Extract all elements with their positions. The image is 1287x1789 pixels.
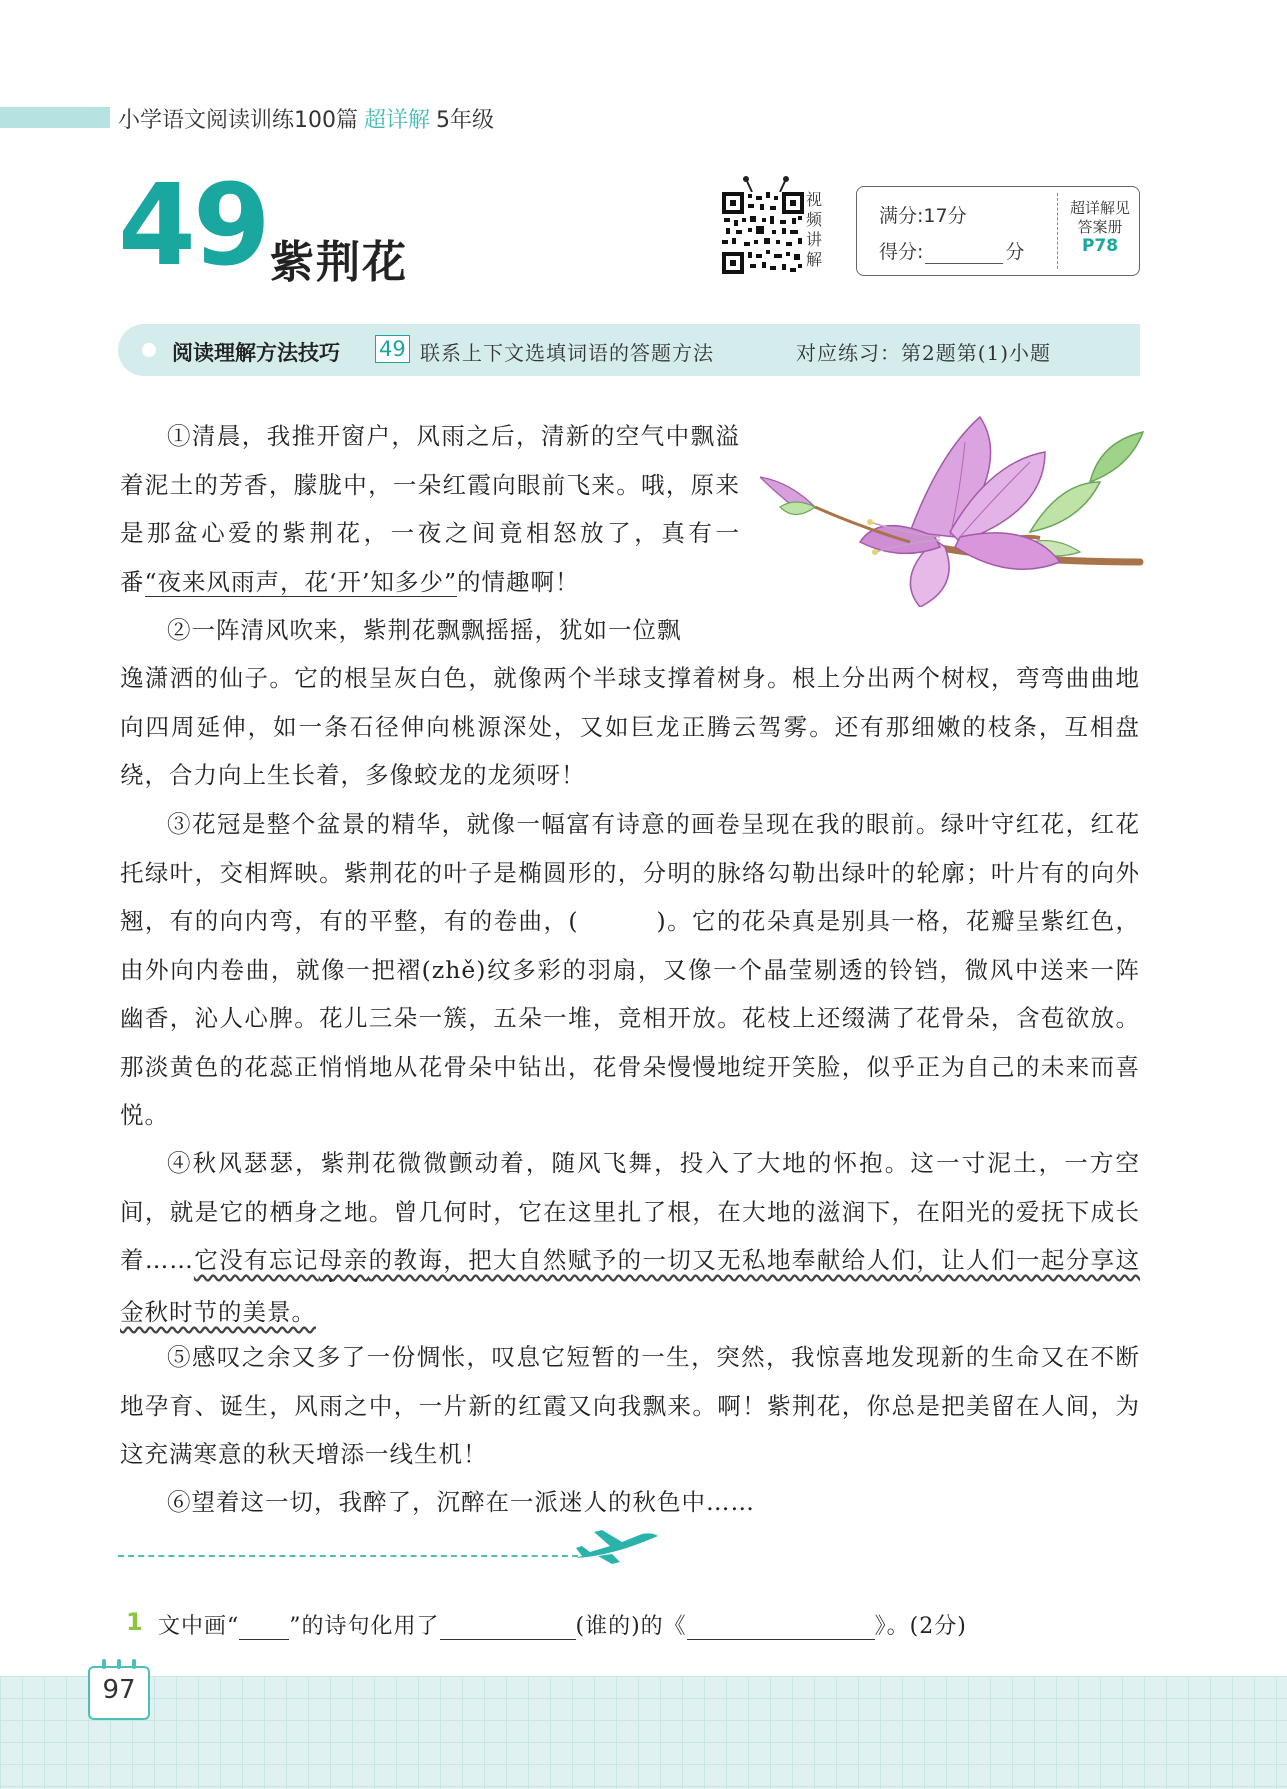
wavy-underlined-sentence xyxy=(120,1246,1140,1326)
question-number: 1 xyxy=(126,1608,143,1636)
qr-code-icon[interactable] xyxy=(722,192,804,274)
obtained-score-unit: 分 xyxy=(1005,241,1025,263)
question-text-b: ”的诗句化用了 xyxy=(289,1614,440,1639)
answer-reference xyxy=(1062,199,1138,256)
footer-grid xyxy=(0,1676,1287,1789)
grade-label: 5年级 xyxy=(436,108,495,133)
airplane-icon xyxy=(572,1528,662,1568)
section-divider xyxy=(118,1555,578,1557)
book-title xyxy=(118,103,494,134)
header-strip xyxy=(0,107,110,128)
paragraph-2: 逸潇洒的仙子。它的根呈灰白色，就像两个半球支撑着树身。根上分出两个树杈，弯弯曲曲地向四周延伸，如一条石径伸向桃源深处，又如巨龙正腾云驾雾。还有那细嫩的枝条，互相盘绕，合力向上生长着，多像蛟龙的龙须呀！ xyxy=(120,664,1140,789)
underlined-poem-line: “夜来风雨声，花‘开’知多少” xyxy=(144,567,457,596)
paragraph-6: ⑥望着这一切，我醉了，沉醉在一派迷人的秋色中…… xyxy=(167,1488,755,1516)
paragraph-4-text: ④秋风瑟瑟，紫荆花微微颤动着，随风飞舞，投入了大地的怀抱。这一寸泥土，一方空间，就是它的栖身之地。曾几何时，它在这里扎了根，在大地的滋润下，在阳光的爱抚下成长着…… xyxy=(120,1149,1140,1274)
method-description: 联系上下文选填词语的答题方法 xyxy=(420,341,714,365)
page-number-badge xyxy=(88,1666,150,1720)
method-title: 阅读理解方法技巧 xyxy=(172,341,340,365)
bullet-dot-icon xyxy=(142,343,156,357)
question-text-c: (谁的)的《 xyxy=(575,1614,687,1639)
lesson-number: 49 xyxy=(118,161,268,291)
answer-ref-line2: 答案册 xyxy=(1077,218,1123,236)
paragraph-3-text: ③花冠是整个盆景的精华，就像一幅富有诗意的画卷呈现在我的眼前。绿叶守红花，红花托绿叶，交相辉映。紫荆花的叶子是椭圆形的，分明的脉络勾勒出绿叶的轮廓；叶片有的向外翘，有的向内弯，有的平整，有的卷曲，( xyxy=(120,810,1140,935)
page-number: 97 xyxy=(102,1675,136,1705)
question-text-a: 文中画“ xyxy=(158,1614,240,1639)
paragraph-3 xyxy=(120,800,1140,1140)
calendar-rings-icon xyxy=(98,1659,140,1669)
obtained-score-label: 得分: xyxy=(879,241,924,263)
paragraph-1-end: 的情趣啊！ xyxy=(456,567,580,596)
answer-blank-poem-title[interactable] xyxy=(687,1619,875,1640)
method-practice: 对应练习：第2题第(1)小题 xyxy=(796,341,1052,365)
answer-blank-author[interactable] xyxy=(440,1619,576,1640)
wavy-part-2: 的教诲，把大自然赋予的一切又无私地奉献给人们，让人们一起分享这金秋时节的美景。 xyxy=(120,1246,1141,1326)
obtained-score xyxy=(879,237,1024,264)
question-underline-sample xyxy=(239,1619,289,1640)
answer-ref-page: P78 xyxy=(1081,236,1119,256)
score-box xyxy=(856,186,1140,276)
answer-ref-line1: 超详解见 xyxy=(1069,199,1130,217)
paragraph-4 xyxy=(120,1139,1140,1337)
book-title-main: 小学语文阅读训练100篇 xyxy=(118,108,358,133)
paragraph-2-first-line: ②一阵清风吹来，紫荆花飘飘摇摇，犹如一位飘 xyxy=(167,616,682,644)
wavy-part-1: 它没有忘记 xyxy=(193,1246,319,1274)
book-subtitle: 超详解 xyxy=(364,108,431,133)
bauhinia-flower-illustration xyxy=(760,412,1145,607)
paragraph-1 xyxy=(120,412,740,606)
dotted-word-mother: 母亲 xyxy=(318,1246,369,1274)
question-1 xyxy=(158,1609,967,1640)
score-box-divider xyxy=(1057,193,1058,269)
video-explain-label[interactable]: 视频讲解 xyxy=(806,190,823,269)
method-number: 49 xyxy=(375,335,410,363)
lesson-title: 紫荆花 xyxy=(270,237,408,288)
paragraph-5: ⑤感叹之余又多了一份惆怅，叹息它短暂的一生，突然，我惊喜地发现新的生命又在不断地孕育、诞生，风雨之中，一片新的红霞又向我飘来。啊！紫荆花，你总是把美留在人间，为这充满寒意的秋天增添一线生机！ xyxy=(120,1343,1140,1468)
method-banner xyxy=(118,324,1140,376)
full-score: 满分:17分 xyxy=(879,205,967,227)
question-text-d: 》。(2分) xyxy=(874,1614,967,1639)
paragraph-3-rest: )。它的花朵真是别具一格，花瓣呈紫红色，由外向内卷曲，就像一把褶(zhě)纹多彩的羽扇，又像一个晶莹剔透的铃铛，微风中送来一阵幽香，沁人心脾。花儿三朵一簇，五朵一堆，竞相开放。花枝上还缀满了花骨朵，含苞欲放。那淡黄色的花蕊正悄悄地从花骨朵中钻出，花骨朵慢慢地绽开笑脸，似乎正为自己的未来而喜悦。 xyxy=(120,907,1140,1129)
obtained-score-blank[interactable] xyxy=(925,245,1003,264)
paragraph-1-text: ①清晨，我推开窗户，风雨之后，清新的空气中飘溢着泥土的芳香，朦胧中，一朵红霞向眼前飞来。哦，原来是那盆心爱的紫荆花，一夜之间竟相怒放了，真有一番 xyxy=(120,422,740,596)
